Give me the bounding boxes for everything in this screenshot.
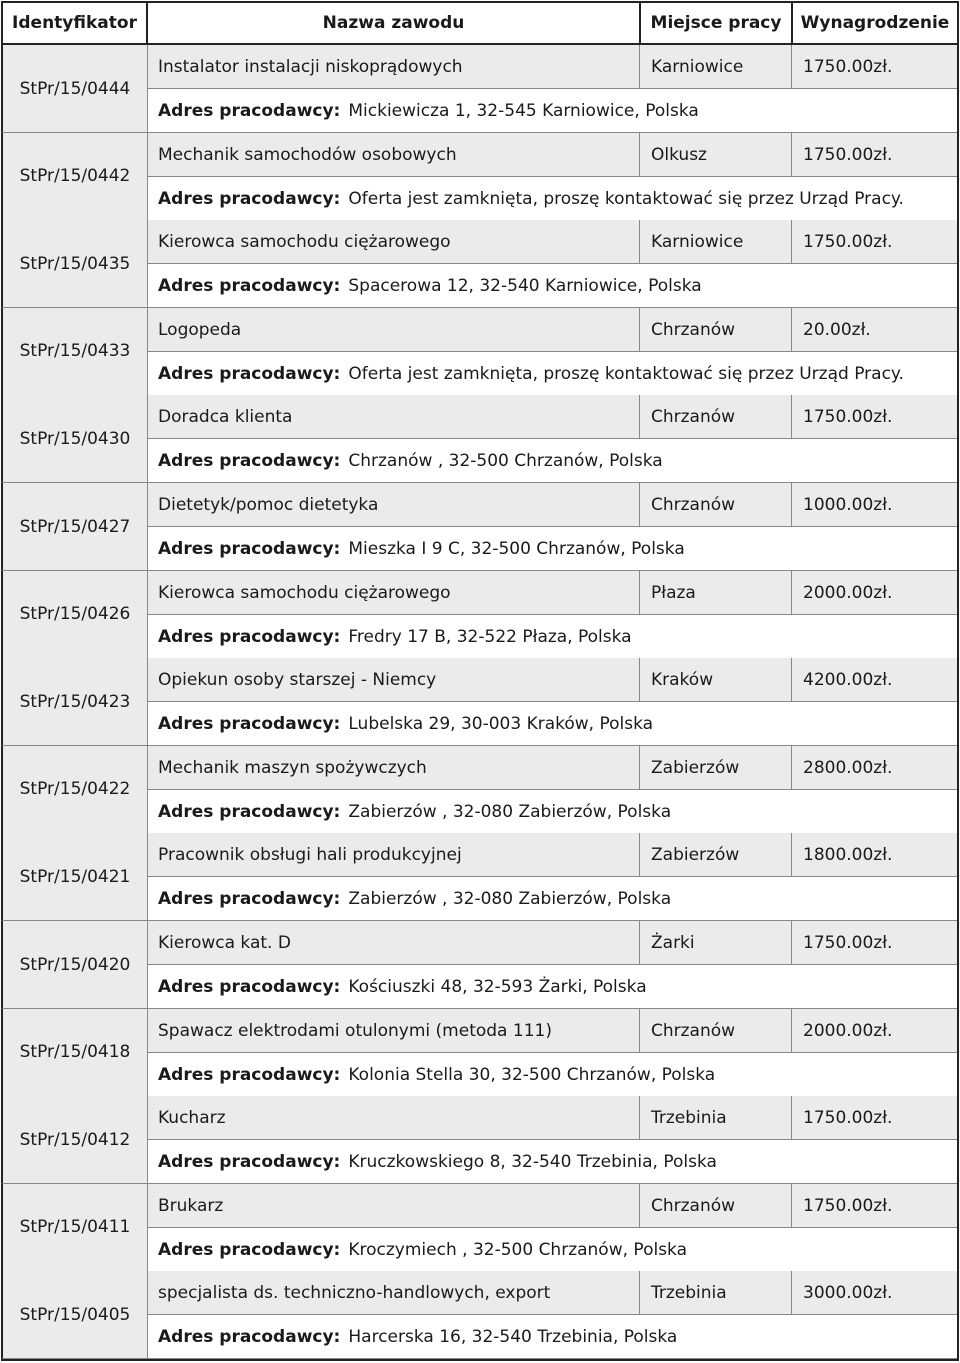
address-value: Mieszka I 9 C, 32-500 Chrzanów, Polska (348, 539, 685, 559)
workplace: Chrzanów (639, 395, 791, 438)
address-label: Adres pracodawcy: (158, 188, 341, 209)
employer-address-line (148, 965, 959, 1009)
employer-address-line (148, 352, 959, 396)
employer-address (158, 790, 671, 834)
address-label: Adres pracodawcy: (158, 1064, 341, 1085)
workplace: Żarki (639, 921, 791, 964)
salary: 3000.00zł. (791, 1271, 892, 1315)
table-row (1, 45, 959, 133)
employer-address (158, 702, 653, 746)
workplace: Zabierzów (639, 746, 791, 789)
job-name: Mechanik maszyn spożywczych (158, 757, 427, 778)
offer-summary (148, 133, 959, 177)
address-label: Adres pracodawcy: (158, 1152, 341, 1173)
job-name: Pracownik obsługi hali produkcyjnej (158, 845, 462, 866)
workplace: Chrzanów (639, 483, 791, 526)
workplace: Płaza (639, 571, 791, 614)
offer-summary (148, 308, 959, 352)
offer-summary (148, 395, 959, 439)
header-identifier: Identyfikator (1, 1, 148, 45)
offer-identifier: StPr/15/0444 (1, 45, 148, 133)
address-value: Zabierzów , 32-080 Zabierzów, Polska (348, 801, 672, 822)
employer-address (158, 1140, 717, 1184)
workplace: Chrzanów (639, 1009, 791, 1052)
table-row (1, 658, 959, 746)
job-name: Mechanik samochodów osobowych (158, 144, 457, 165)
job-name: Doradca klienta (158, 407, 293, 428)
offer-identifier: StPr/15/0412 (1, 1096, 148, 1184)
workplace: Zabierzów (639, 833, 791, 876)
offer-summary (148, 1271, 959, 1315)
salary: 2000.00zł. (791, 1009, 892, 1053)
employer-address-line (148, 177, 959, 221)
table-border-bottom (1, 1359, 959, 1361)
address-label: Adres pracodawcy: (158, 977, 341, 997)
salary: 20.00zł. (791, 308, 871, 352)
offer-identifier: StPr/15/0433 (1, 308, 148, 396)
address-label: Adres pracodawcy: (158, 276, 341, 297)
workplace: Chrzanów (639, 1184, 791, 1227)
offer-identifier: StPr/15/0422 (1, 746, 148, 834)
job-name: specjalista ds. techniczno-handlowych, export (158, 1283, 551, 1304)
offer-summary (148, 220, 959, 264)
table-row (1, 1096, 959, 1184)
job-name: Spawacz elektrodami otulonymi (metoda 111) (158, 1020, 552, 1041)
salary: 1750.00zł. (791, 45, 892, 89)
employer-address (158, 1053, 715, 1097)
table-row (1, 1271, 959, 1359)
workplace: Kraków (639, 658, 791, 701)
salary: 4200.00zł. (791, 658, 892, 702)
employer-address-line (148, 527, 959, 571)
employer-address (158, 1228, 687, 1272)
offer-summary (148, 1184, 959, 1228)
employer-address-line (148, 790, 959, 834)
table-row (1, 1009, 959, 1097)
employer-address (158, 439, 663, 483)
offer-summary (148, 1096, 959, 1140)
address-label: Adres pracodawcy: (158, 451, 341, 472)
job-name: Kierowca kat. D (158, 933, 291, 953)
job-name: Kierowca samochodu ciężarowego (158, 232, 451, 253)
address-label: Adres pracodawcy: (158, 1239, 341, 1260)
table-row (1, 1184, 959, 1272)
table-border-right (957, 1, 959, 1361)
employer-address-line (148, 439, 959, 483)
offer-identifier: StPr/15/0405 (1, 1271, 148, 1359)
workplace: Chrzanów (639, 308, 791, 351)
offer-summary (148, 833, 959, 877)
offer-identifier: StPr/15/0427 (1, 483, 148, 571)
job-name: Opiekun osoby starszej - Niemcy (158, 670, 437, 691)
address-value: Lubelska 29, 30-003 Kraków, Polska (348, 714, 654, 735)
job-name: Dietetyk/pomoc dietetyka (158, 495, 379, 515)
table-row (1, 833, 959, 921)
employer-address (158, 527, 685, 571)
salary: 2000.00zł. (791, 571, 892, 615)
employer-address-line (148, 877, 959, 921)
job-name: Kucharz (158, 1108, 226, 1129)
employer-address (158, 89, 699, 133)
table-row (1, 395, 959, 483)
offer-summary (148, 746, 959, 790)
offer-identifier: StPr/15/0435 (1, 220, 148, 308)
offer-summary (148, 921, 959, 965)
employer-address (158, 965, 647, 1009)
offer-summary (148, 658, 959, 702)
table-row (1, 746, 959, 834)
table-row (1, 220, 959, 308)
offer-identifier: StPr/15/0411 (1, 1184, 148, 1272)
address-value: Spacerowa 12, 32-540 Karniowice, Polska (348, 276, 702, 297)
workplace: Trzebinia (639, 1271, 791, 1314)
offer-identifier: StPr/15/0430 (1, 395, 148, 483)
employer-address-line (148, 264, 959, 308)
workplace: Trzebinia (639, 1096, 791, 1139)
offer-summary (148, 1009, 959, 1053)
address-value: Fredry 17 B, 32-522 Płaza, Polska (348, 626, 632, 647)
table-row (1, 483, 959, 571)
address-label: Adres pracodawcy: (158, 626, 341, 647)
address-label: Adres pracodawcy: (158, 1327, 341, 1348)
address-value: Kruczkowskiego 8, 32-540 Trzebinia, Polska (348, 1152, 717, 1173)
job-name: Brukarz (158, 1195, 224, 1216)
address-label: Adres pracodawcy: (158, 801, 341, 822)
header-workplace: Miejsce pracy (639, 1, 793, 45)
employer-address-line (148, 615, 959, 659)
table-row (1, 133, 959, 221)
offer-summary (148, 571, 959, 615)
offer-summary (148, 45, 959, 89)
offer-identifier: StPr/15/0421 (1, 833, 148, 921)
salary: 1750.00zł. (791, 1184, 892, 1228)
workplace: Karniowice (639, 45, 791, 88)
employer-address (158, 1315, 677, 1359)
table-row (1, 921, 959, 1009)
employer-address (158, 177, 904, 221)
address-value: Harcerska 16, 32-540 Trzebinia, Polska (348, 1327, 678, 1348)
workplace: Olkusz (639, 133, 791, 176)
address-label: Adres pracodawcy: (158, 714, 341, 735)
salary: 1750.00zł. (791, 921, 892, 965)
salary: 1000.00zł. (791, 483, 892, 527)
job-name: Logopeda (158, 319, 242, 340)
table-row (1, 571, 959, 659)
address-value: Kolonia Stella 30, 32-500 Chrzanów, Polska (348, 1064, 716, 1085)
salary: 1800.00zł. (791, 833, 892, 877)
address-value: Kroczymiech , 32-500 Chrzanów, Polska (348, 1239, 688, 1260)
employer-address-line (148, 89, 959, 133)
job-offers-table (1, 1, 959, 1361)
employer-address-line (148, 1228, 959, 1272)
salary: 1750.00zł. (791, 220, 892, 264)
employer-address (158, 615, 632, 659)
workplace: Karniowice (639, 220, 791, 263)
table-row (1, 308, 959, 396)
job-name: Kierowca samochodu ciężarowego (158, 582, 451, 603)
salary: 2800.00zł. (791, 746, 892, 790)
offer-identifier: StPr/15/0426 (1, 571, 148, 659)
address-label: Adres pracodawcy: (158, 889, 341, 910)
employer-address (158, 264, 702, 308)
address-value: Kościuszki 48, 32-593 Żarki, Polska (348, 977, 647, 997)
address-value: Zabierzów , 32-080 Zabierzów, Polska (348, 889, 672, 910)
employer-address-line (148, 1315, 959, 1359)
salary: 1750.00zł. (791, 1096, 892, 1140)
offer-identifier: StPr/15/0442 (1, 133, 148, 221)
header-job-name: Nazwa zawodu (146, 1, 641, 45)
employer-address (158, 877, 671, 921)
offer-identifier: StPr/15/0423 (1, 658, 148, 746)
employer-address-line (148, 1140, 959, 1184)
address-value: Mickiewicza 1, 32-545 Karniowice, Polska (348, 101, 699, 121)
employer-address (158, 352, 904, 396)
header-salary: Wynagrodzenie (791, 1, 959, 45)
address-label: Adres pracodawcy: (158, 539, 341, 559)
salary: 1750.00zł. (791, 395, 892, 439)
job-name: Instalator instalacji niskoprądowych (158, 57, 463, 77)
address-value: Oferta jest zamknięta, proszę kontaktować się przez Urząd Pracy. (348, 188, 904, 209)
salary: 1750.00zł. (791, 133, 892, 177)
address-value: Chrzanów , 32-500 Chrzanów, Polska (348, 451, 663, 472)
offer-summary (148, 483, 959, 527)
offer-identifier: StPr/15/0418 (1, 1009, 148, 1097)
employer-address-line (148, 702, 959, 746)
address-label: Adres pracodawcy: (158, 363, 341, 384)
address-label: Adres pracodawcy: (158, 101, 341, 121)
offer-identifier: StPr/15/0420 (1, 921, 148, 1009)
address-value: Oferta jest zamknięta, proszę kontaktować się przez Urząd Pracy. (348, 363, 904, 384)
employer-address-line (148, 1053, 959, 1097)
